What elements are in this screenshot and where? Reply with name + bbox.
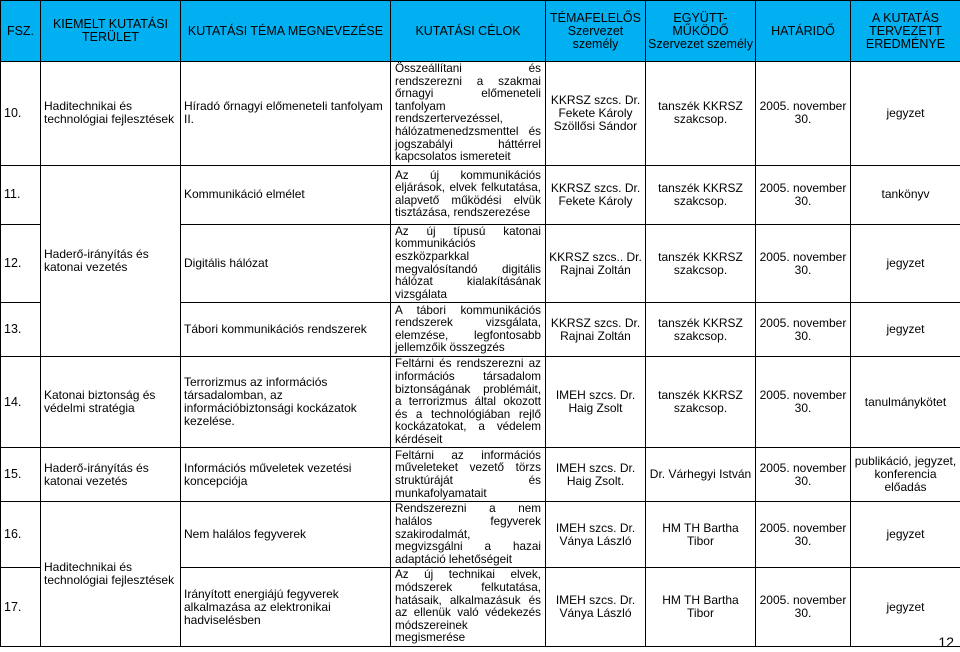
cooperating-party: tanszék KKRSZ szakcsop. [646,165,756,224]
header-lead-sub: Szervezet személy [567,23,624,51]
header-topic: KUTATÁSI TÉMA MEGNEVEZÉSE [181,1,391,62]
header-goals: KUTATÁSI CÉLOK [391,1,546,62]
research-goal: Az új technikai elvek, módszerek felkutatása, hatásaik, alkalmazásuk és az ellenük való védekezés módszereinek megismerése [391,568,546,647]
planned-result: jegyzet [851,62,960,166]
table-row [1,448,960,502]
header-lead-title: TÉMAFELELŐS [550,10,641,25]
research-goal: A tábori kommunikációs rendszerek vizsgálata, elemzése, legfontosabb jellemzőik összegzés [391,303,546,357]
table-row [1,357,960,448]
row-number: 12. [1,224,41,303]
lead-person: KKRSZ szcs. Dr. Fekete Károly [546,165,646,224]
deadline: 2005. november 30. [756,165,851,224]
lead-person: KKRSZ szcs. Dr. Fekete Károly Szöllősi Sándor [546,62,646,166]
research-area: Haderő-irányítás és katonai vezetés [41,448,181,502]
header-result: A KUTATÁS TERVEZETT EREDMÉNYE [851,1,960,62]
deadline: 2005. november 30. [756,502,851,568]
research-goal: Rendszerezni a nem halálos fegyverek szakirodalmát, megvizsgálni a hazai adaptáció lehetőségeit [391,502,546,568]
research-topic: Híradó őrnagyi előmeneteli tanfolyam II. [181,62,391,166]
deadline: 2005. november 30. [756,448,851,502]
research-topic: Kommunikáció elmélet [181,165,391,224]
lead-person: KKRSZ szcs. Dr. Rajnai Zoltán [546,303,646,357]
planned-result: jegyzet [851,224,960,303]
row-number: 15. [1,448,41,502]
header-coop [646,1,756,62]
cooperating-party: HM TH Bartha Tibor [646,568,756,647]
research-goal: Az új kommunikációs eljárások, elvek felkutatása, alapvető működési elvük tisztázása, rendszerezése [391,165,546,224]
header-coop-sub: Szervezet személy [648,36,753,51]
row-number: 17. [1,568,41,647]
planned-result: publikáció, jegyzet, konferencia előadás [851,448,960,502]
deadline: 2005. november 30. [756,568,851,647]
cooperating-party: HM TH Bartha Tibor [646,502,756,568]
research-area: Haditechnikai és technológiai fejlesztések [41,502,181,647]
research-area: Haditechnikai és technológiai fejlesztések [41,62,181,166]
deadline: 2005. november 30. [756,224,851,303]
research-topic: Digitális hálózat [181,224,391,303]
table-row [1,165,960,224]
table-header-row [1,1,960,62]
planned-result: jegyzet [851,502,960,568]
table-row [1,502,960,568]
research-area: Katonai biztonság és védelmi stratégia [41,357,181,448]
research-goal: Feltárni és rendszerezni az információs társadalom biztonságának problémáit, a terrorizmus által okozott és a technológiában rejlő kockázatokat, a védelem kérdéseit [391,357,546,448]
header-coop-title: EGYÜTT-MŰKÖDŐ [672,10,729,38]
cooperating-party: tanszék KKRSZ szakcsop. [646,303,756,357]
lead-person: IMEH szcs. Dr. Ványa László [546,502,646,568]
research-topic: Tábori kommunikációs rendszerek [181,303,391,357]
research-topic: Terrorizmus az információs társadalomban, az információbiztonsági kockázatok kezelése. [181,357,391,448]
planned-result: jegyzet [851,303,960,357]
lead-person: IMEH szcs. Dr. Ványa László [546,568,646,647]
cooperating-party: Dr. Várhegyi István [646,448,756,502]
header-lead [546,1,646,62]
planned-result: tankönyv [851,165,960,224]
lead-person: IMEH szcs. Dr. Haig Zsolt. [546,448,646,502]
row-number: 14. [1,357,41,448]
cooperating-party: tanszék KKRSZ szakcsop. [646,357,756,448]
research-topic: Nem halálos fegyverek [181,502,391,568]
row-number: 13. [1,303,41,357]
header-deadline: HATÁRIDŐ [756,1,851,62]
research-topic: Információs műveletek vezetési koncepciója [181,448,391,502]
header-area: KIEMELT KUTATÁSI TERÜLET [41,1,181,62]
research-goal: Feltárni az információs műveleteket vezető törzs struktúráját és munkafolyamatait [391,448,546,502]
page-number: 12 [938,634,954,650]
table-row [1,62,960,166]
lead-person: KKRSZ szcs.. Dr. Rajnai Zoltán [546,224,646,303]
research-goal: Összeállítani és rendszerezni a szakmai őrnagyi előmeneteli tanfolyam rendszertervezéssel, hálózatmenedzsmenttel és jogszabályi háttérrel kapcsolatos ismereteit [391,62,546,166]
deadline: 2005. november 30. [756,357,851,448]
cooperating-party: tanszék KKRSZ szakcsop. [646,224,756,303]
lead-person: IMEH szcs. Dr. Haig Zsolt [546,357,646,448]
research-topic: Irányított energiájú fegyverek alkalmazása az elektronikai hadviselésben [181,568,391,647]
header-no: FSZ. [1,1,41,62]
cooperating-party: tanszék KKRSZ szakcsop. [646,62,756,166]
row-number: 10. [1,62,41,166]
row-number: 11. [1,165,41,224]
deadline: 2005. november 30. [756,303,851,357]
research-goal: Az új típusú katonai kommunikációs eszközparkkal megvalósítandó digitális hálózat kialakításának vizsgálata [391,224,546,303]
planned-result: jegyzet [851,568,960,647]
row-number: 16. [1,502,41,568]
deadline: 2005. november 30. [756,62,851,166]
planned-result: tanulmánykötet [851,357,960,448]
research-area: Haderő-irányítás és katonai vezetés [41,165,181,357]
